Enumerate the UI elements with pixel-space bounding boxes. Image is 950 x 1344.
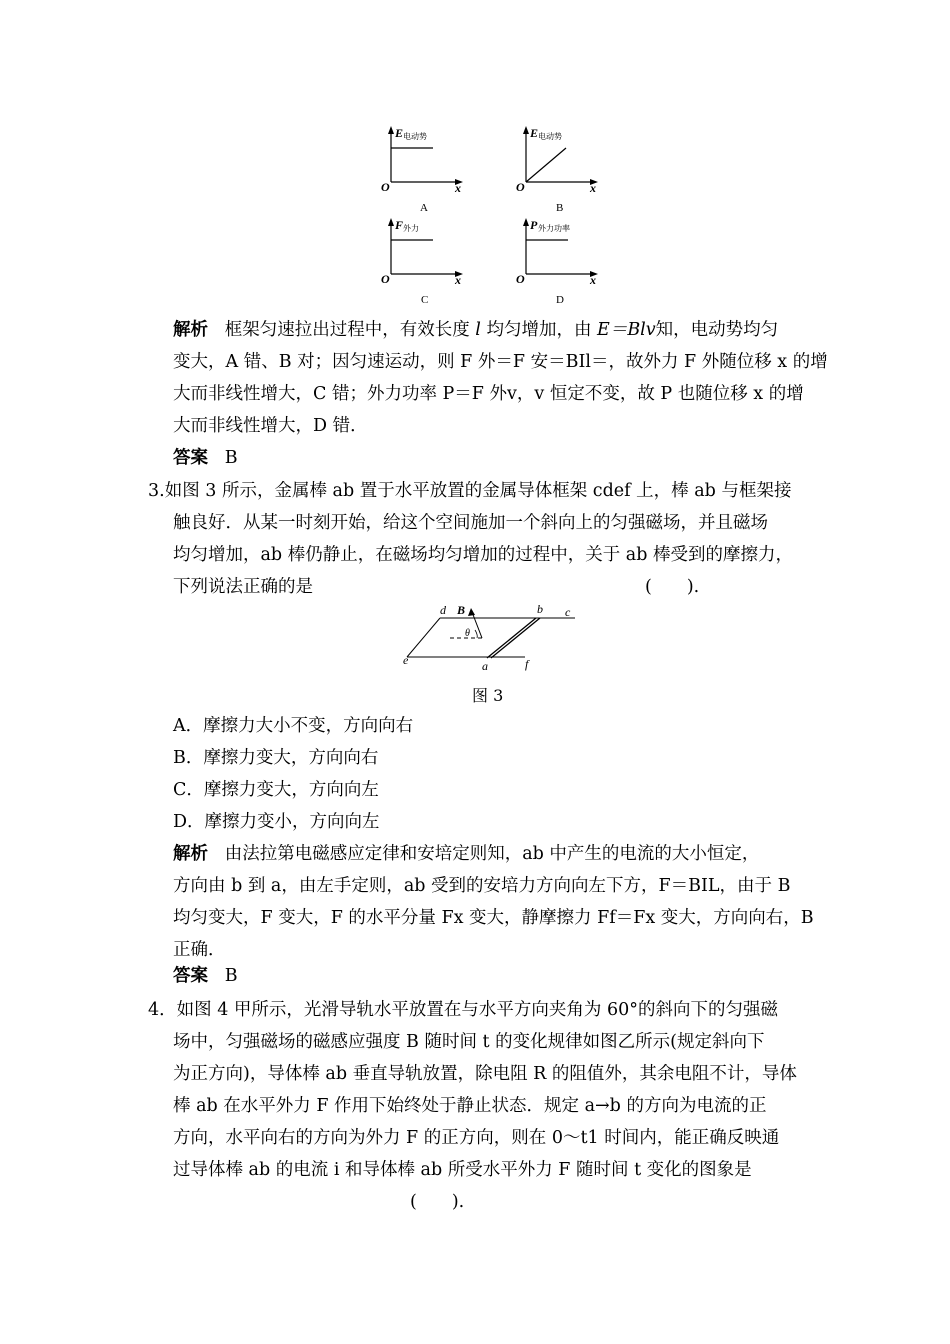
fig3-label-B: B — [457, 603, 466, 617]
q3-option-c: C．摩擦力变大，方向向左 — [173, 780, 379, 800]
graph-b-origin: O — [516, 180, 525, 194]
fig3-label-d: d — [440, 603, 446, 617]
q3-stem-line-1: 3.如图 3 所示，金属棒 ab 置于水平放置的金属导体框架 cdef 上，棒 ab 与框架接 — [148, 481, 792, 501]
q4-stem-line-4: 棒 ab 在水平外力 F 作用下始终处于静止状态．规定 a→b 的方向为电流的正 — [173, 1096, 767, 1116]
q3-option-b: B．摩擦力变大，方向向右 — [173, 748, 379, 768]
fig3-label-e: e — [403, 653, 409, 667]
graph-d-ylabel: P — [530, 218, 538, 232]
q3-stem-line-4: 下列说法正确的是 — [173, 577, 313, 597]
graph-b — [510, 120, 610, 215]
graph-a-xlabel: x — [455, 181, 461, 195]
q3-stem-line-2: 触良好．从某一时刻开始，给这个空间施加一个斜向上的匀强磁场，并且磁场 — [173, 513, 768, 533]
graph-a-ysub: 电动势 — [403, 132, 427, 141]
q2-answer-value: B — [224, 448, 238, 468]
q4-answer-blank: ( ). — [410, 1192, 465, 1212]
fig3-label-c: c — [565, 605, 571, 619]
q3-option-a: A．摩擦力大小不变，方向向右 — [173, 716, 414, 736]
graph-a-origin: O — [381, 180, 390, 194]
q4-stem-line-3: 为正方向)，导体棒 ab 垂直导轨放置，除电阻 R 的阻值外，其余电阻不计，导体 — [173, 1064, 797, 1084]
graph-d-ysub: 外力功率 — [538, 224, 570, 233]
q2-analysis-line-3: 大而非线性增大，C 错；外力功率 P＝F 外v，v 恒定不变，故 P 也随位移 x 的增 — [173, 384, 804, 404]
q3-stem-line-3: 均匀增加，ab 棒仍静止，在磁场均匀增加的过程中，关于 ab 棒受到的摩擦力， — [173, 545, 793, 565]
graph-c-ylabel: F — [395, 218, 404, 232]
q2-analysis-line-4: 大而非线性增大，D 错． — [173, 416, 368, 436]
q2-analysis-label: 解析 — [173, 320, 208, 340]
q3-analysis-label: 解析 — [173, 844, 208, 864]
q3-analysis-line-4: 正确． — [173, 940, 226, 960]
fig3-label-f: f — [525, 657, 529, 671]
q3-answer-value: B — [224, 966, 238, 986]
q4-stem-line-5: 方向，水平向右的方向为外力 F 的正方向，则在 0～t1 时间内，能正确反映通 — [173, 1128, 780, 1148]
graph-d — [510, 212, 610, 307]
q2-analysis-line-2: 变大，A 错、B 对；因匀速运动，则 F 外＝F 安＝BIl＝，故外力 F 外随位移 x 的增 — [173, 352, 828, 372]
fig3-label-theta: θ — [465, 628, 470, 639]
graph-a-ylabel: E — [395, 126, 404, 140]
q4-stem-line-6: 过导体棒 ab 的电流 i 和导体棒 ab 所受水平外力 F 随时间 t 变化的图象是 — [173, 1160, 752, 1180]
graph-d-origin: O — [516, 272, 525, 286]
graph-b-xlabel: x — [590, 181, 596, 195]
q4-stem-line-2: 场中，匀强磁场的磁感应强度 B 随时间 t 的变化规律如图乙所示(规定斜向下 — [173, 1032, 765, 1052]
fig3-label-b: b — [537, 602, 543, 616]
graph-a-letter: A — [420, 202, 428, 214]
q3-option-d: D．摩擦力变小，方向向左 — [173, 812, 380, 832]
q2-answer-label: 答案 — [173, 448, 208, 468]
graph-a — [375, 120, 475, 215]
graph-c — [375, 212, 475, 307]
graph-c-ysub: 外力 — [403, 224, 419, 233]
fig3-label-a: a — [482, 659, 488, 673]
q2-analysis-line-1: 解析 框架匀速拉出过程中，有效长度 l 均匀增加，由 E＝Blv知，电动势均匀 — [173, 320, 779, 340]
q2-answer — [173, 446, 238, 470]
graph-c-origin: O — [381, 272, 390, 286]
graph-b-letter: B — [556, 202, 564, 214]
q4-stem-line-1: 4．如图 4 甲所示，光滑导轨水平放置在与水平方向夹角为 60°的斜向下的匀强磁 — [148, 1000, 778, 1020]
graph-b-ylabel: E — [530, 126, 539, 140]
graph-b-ysub: 电动势 — [538, 132, 562, 141]
graph-d-xlabel: x — [590, 273, 596, 287]
q3-analysis-line-1: 解析 由法拉第电磁感应定律和安培定则知，ab 中产生的电流的大小恒定， — [173, 844, 760, 864]
graph-c-letter: C — [421, 294, 429, 306]
q3-analysis-line-3: 均匀变大，F 变大，F 的水平分量 Fx 变大，静摩擦力 Ff＝Fx 变大，方向向右，B — [173, 908, 814, 928]
graph-d-letter: D — [556, 294, 564, 306]
graph-c-xlabel: x — [455, 273, 461, 287]
figure-3-caption: 图 3 — [472, 686, 504, 705]
q3-analysis-line-2: 方向由 b 到 a，由左手定则，ab 受到的安培力方向向左下方，F＝BIL，由于 B — [173, 876, 791, 896]
q3-answer — [173, 964, 238, 988]
q3-answer-blank: ( ). — [645, 577, 700, 597]
figure-3 — [395, 600, 595, 680]
q3-answer-label: 答案 — [173, 966, 208, 986]
